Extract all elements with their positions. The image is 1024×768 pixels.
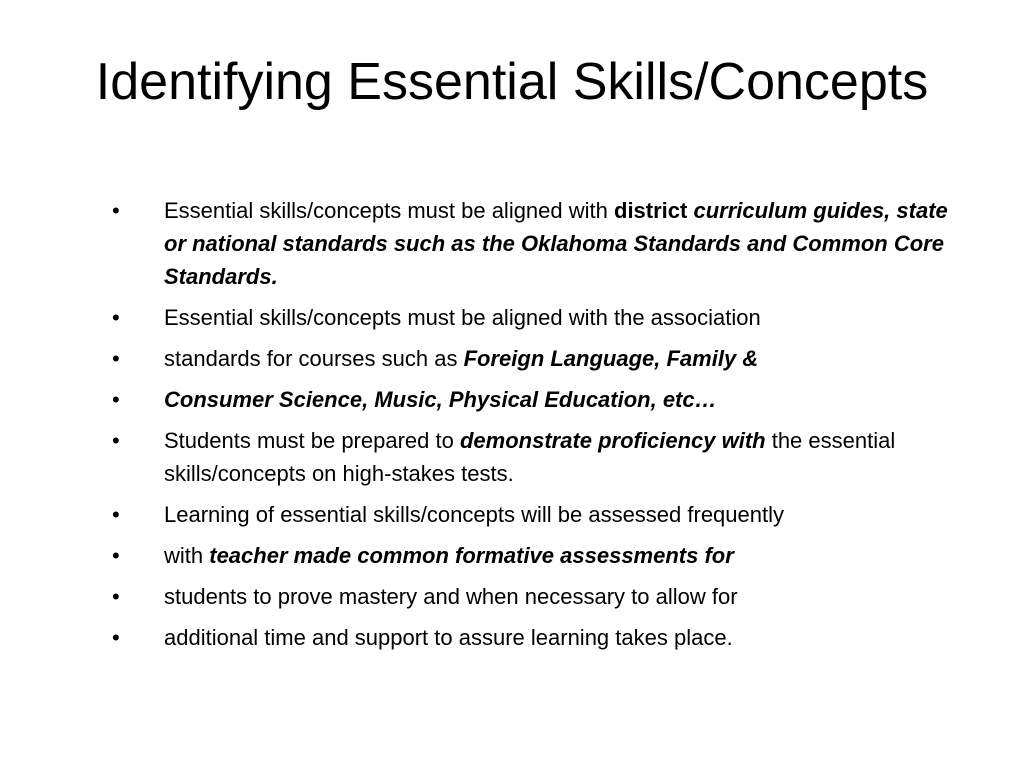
bullet-text-segment: district [614, 198, 694, 223]
bullet-marker: • [112, 584, 120, 609]
bullet-text-segment: the essential skills/concepts on high-stakes tests. [164, 428, 896, 486]
bullet-marker: • [112, 198, 120, 223]
bullet-marker: • [112, 625, 120, 650]
bullet-text-segment: Students must be prepared to [164, 428, 460, 453]
bullet-text [164, 543, 734, 568]
bullet-text [164, 198, 948, 289]
bullet-text-segment: Essential skills/concepts must be aligned with [164, 198, 614, 223]
bullet-text [164, 584, 738, 609]
bullet-item [112, 301, 972, 334]
bullet-item [112, 383, 972, 416]
bullet-item [112, 539, 972, 572]
bullet-text-segment: demonstrate proficiency with [459, 428, 766, 453]
bullet-text-segment: curriculum guides, state or national standards such as the Oklahoma Standards and Common Core Standards. [164, 198, 948, 289]
bullet-text-segment: Foreign Language, Family & [463, 346, 759, 371]
bullet-marker: • [112, 305, 120, 330]
bullet-item [112, 342, 972, 375]
bullet-marker: • [112, 346, 120, 371]
bullet-marker: • [112, 502, 120, 527]
bullet-text-segment: students to prove mastery and when necessary to allow for [164, 584, 738, 609]
bullet-text-segment: Consumer Science, Music, Physical Education, etc… [164, 387, 717, 412]
bullet-text-segment: standards for courses such as [164, 346, 464, 371]
bullet-text-segment: additional time and support to assure learning takes place. [164, 625, 733, 650]
bullet-text [164, 428, 895, 486]
bullet-text [164, 387, 717, 412]
bullet-marker: • [112, 428, 120, 453]
bullet-item [112, 194, 972, 293]
bullet-item [112, 424, 972, 490]
bullet-text-segment: teacher made common formative assessments for [209, 543, 734, 568]
bullet-text [164, 625, 733, 650]
bullet-marker: • [112, 387, 120, 412]
bullet-text [164, 346, 758, 371]
bullet-list [112, 194, 972, 662]
bullet-marker: • [112, 543, 120, 568]
bullet-item [112, 580, 972, 613]
bullet-text-segment: Essential skills/concepts must be aligned with the association [164, 305, 761, 330]
bullet-text-segment: with [164, 543, 210, 568]
bullet-text [164, 305, 761, 330]
bullet-item [112, 621, 972, 654]
bullet-text [164, 502, 784, 527]
bullet-item [112, 498, 972, 531]
slide-title: Identifying Essential Skills/Concepts [95, 53, 929, 111]
bullet-text-segment: Learning of essential skills/concepts will be assessed frequently [164, 502, 784, 527]
